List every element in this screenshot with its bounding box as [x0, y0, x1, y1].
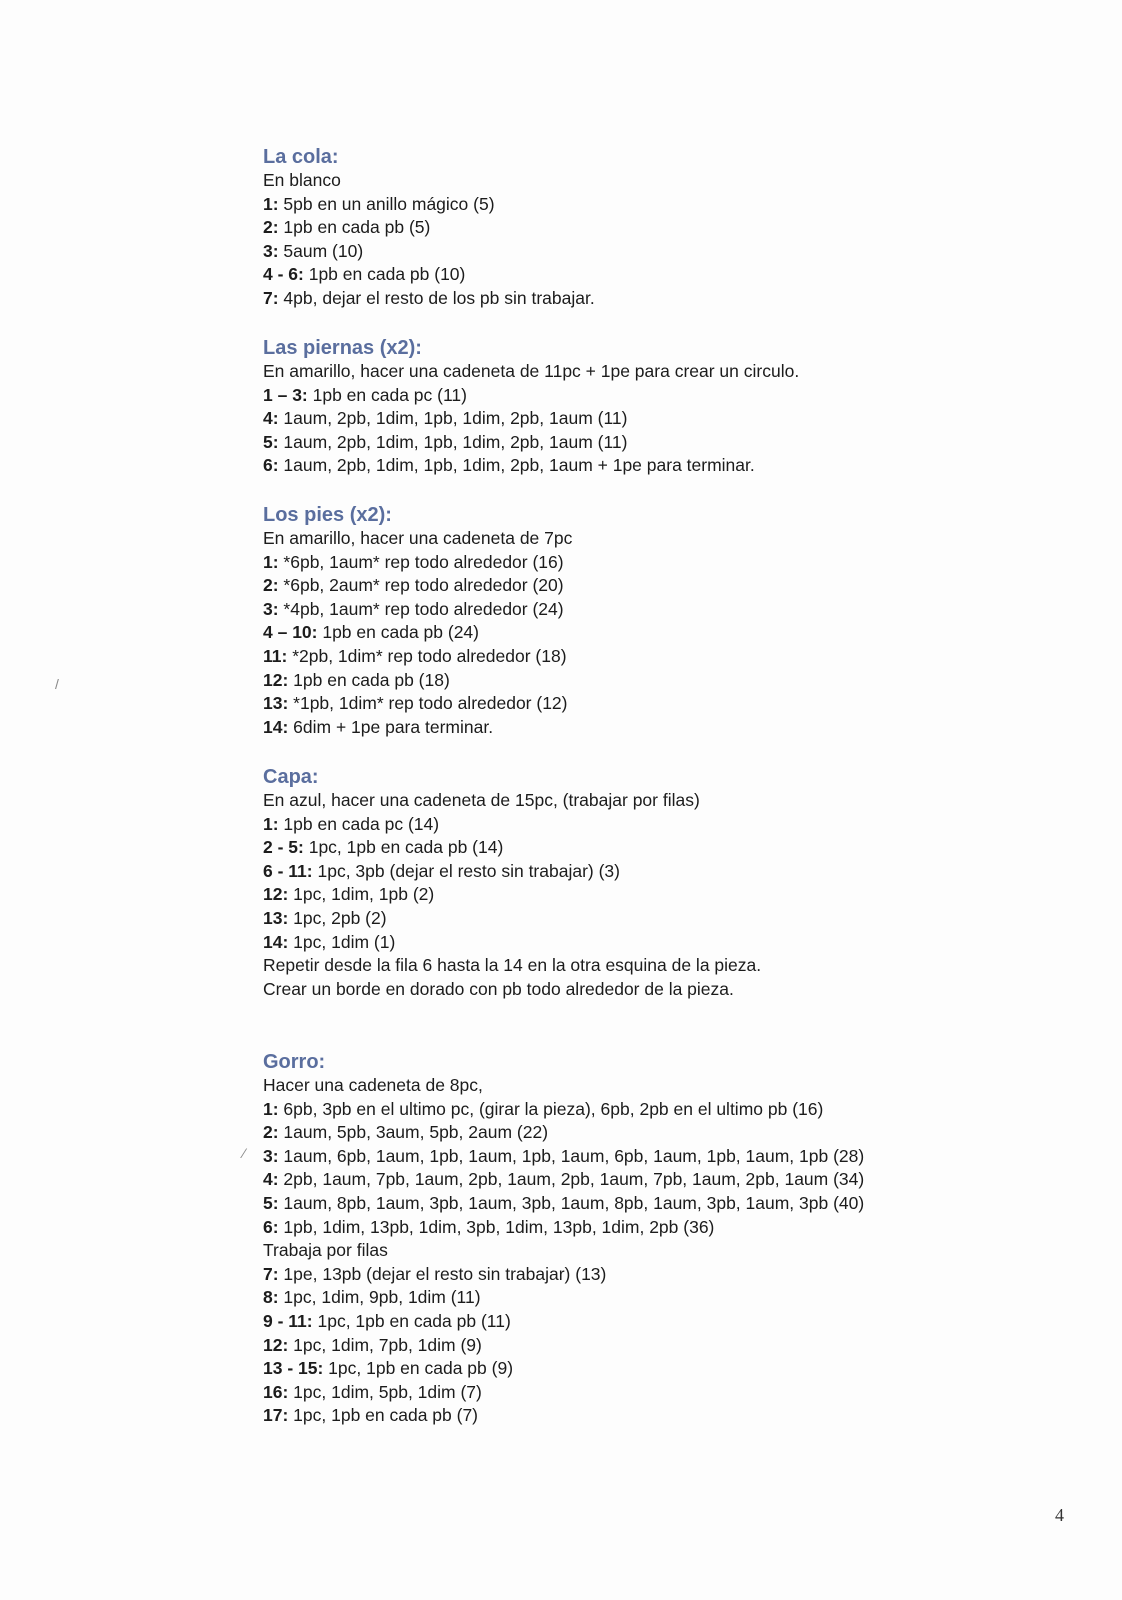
instruction-text: Trabaja por filas: [263, 1240, 388, 1261]
instruction-text: 4pb, dejar el resto de los pb sin trabajar.: [278, 287, 595, 308]
round-number: 7:: [263, 1263, 279, 1284]
instruction-text: 1pe, 13pb (dejar el resto sin trabajar) (13): [278, 1263, 607, 1284]
instruction-line: [263, 1216, 1043, 1240]
instruction-line: [263, 360, 1043, 384]
instruction-line: [263, 407, 1043, 431]
instruction-line: [263, 454, 1043, 478]
instruction-text: 1aum, 8pb, 1aum, 3pb, 1aum, 3pb, 1aum, 8pb, 1aum, 3pb, 1aum, 3pb (40): [278, 1192, 865, 1213]
pen-mark: ⁄: [243, 1145, 246, 1161]
instruction-text: 1pc, 1dim, 9pb, 1dim (11): [278, 1287, 481, 1308]
instruction-line: [263, 692, 1043, 716]
round-number: 12:: [263, 1334, 289, 1355]
page-number: 4: [1055, 1505, 1064, 1525]
instruction-line: [263, 1357, 1043, 1381]
instruction-text: 1pc, 1dim, 5pb, 1dim (7): [288, 1381, 482, 1402]
instruction-text: 2pb, 1aum, 7pb, 1aum, 2pb, 1aum, 2pb, 1aum, 7pb, 1aum, 2pb, 1aum (34): [278, 1169, 865, 1190]
round-number: 4:: [263, 408, 279, 429]
instruction-line: [263, 813, 1043, 837]
instruction-line: [263, 1310, 1043, 1334]
instruction-text: 1pc, 3pb (dejar el resto sin trabajar) (3): [312, 860, 620, 881]
instruction-text: En amarillo, hacer una cadeneta de 11pc + 1pe para crear un circulo.: [263, 361, 800, 381]
instruction-text: Hacer una cadeneta de 8pc,: [263, 1075, 483, 1095]
section-las-piernas: [263, 336, 1043, 478]
round-number: 8:: [263, 1287, 279, 1308]
instruction-line: [263, 169, 1043, 193]
instruction-text: En blanco: [263, 170, 341, 190]
round-number: 14:: [263, 716, 289, 737]
round-number: 1:: [263, 193, 279, 214]
instruction-line: [263, 1404, 1043, 1428]
instruction-text: En amarillo, hacer una cadeneta de 7pc: [263, 528, 573, 548]
instruction-text: 6pb, 3pb en el ultimo pc, (girar la pieza), 6pb, 2pb en el ultimo pb (16): [278, 1098, 824, 1119]
instruction-line: [263, 954, 1043, 978]
instruction-text: 1pb en cada pb (18): [288, 669, 450, 690]
instruction-line: [263, 1263, 1043, 1287]
instruction-text: 1pb en cada pb (24): [317, 622, 479, 643]
round-number: 1:: [263, 813, 279, 834]
instruction-text: 1pc, 1pb en cada pb (7): [288, 1405, 479, 1426]
round-number: 13 - 15:: [263, 1358, 324, 1379]
round-number: 3:: [263, 240, 279, 261]
instruction-line: [263, 263, 1043, 287]
instruction-line: [263, 907, 1043, 931]
instruction-text: *2pb, 1dim* rep todo alrededor (18): [287, 645, 567, 666]
instruction-line: [263, 789, 1043, 813]
section-gorro: [263, 1050, 1043, 1428]
round-number: 16:: [263, 1381, 289, 1402]
instruction-line: [263, 1286, 1043, 1310]
section-heading: Gorro:: [263, 1051, 326, 1073]
section-capa: [263, 765, 1043, 1001]
round-number: 2:: [263, 575, 279, 596]
instruction-text: 1pc, 1pb en cada pb (9): [323, 1358, 514, 1379]
instruction-text: 1pc, 1dim, 1pb (2): [288, 884, 435, 905]
instruction-text: 1aum, 5pb, 3aum, 5pb, 2aum (22): [278, 1122, 549, 1143]
instruction-line: [263, 527, 1043, 551]
round-number: 4 – 10:: [263, 622, 318, 643]
instruction-line: [263, 431, 1043, 455]
round-number: 5:: [263, 1192, 279, 1213]
instruction-line: [263, 287, 1043, 311]
instruction-text: 1pb en cada pc (14): [278, 813, 440, 834]
instruction-text: 1aum, 2pb, 1dim, 1pb, 1dim, 2pb, 1aum (11): [278, 431, 628, 452]
round-number: 12:: [263, 884, 289, 905]
instruction-text: 1pc, 1dim (1): [288, 931, 396, 952]
instruction-text: 6dim + 1pe para terminar.: [288, 716, 494, 737]
instruction-line: [263, 931, 1043, 955]
round-number: 6 - 11:: [263, 860, 313, 881]
round-number: 2 - 5:: [263, 837, 304, 858]
instruction-line: [263, 621, 1043, 645]
instruction-line: [263, 1121, 1043, 1145]
round-number: 13:: [263, 693, 289, 714]
instruction-line: [263, 1145, 1043, 1169]
instruction-text: En azul, hacer una cadeneta de 15pc, (trabajar por filas): [263, 790, 700, 810]
instruction-text: 1pc, 1pb en cada pb (11): [312, 1310, 511, 1331]
round-number: 1:: [263, 551, 279, 572]
instruction-text: 5pb en un anillo mágico (5): [278, 193, 495, 214]
instruction-line: [263, 836, 1043, 860]
round-number: 7:: [263, 287, 279, 308]
section-heading: Capa:: [263, 766, 319, 788]
instruction-line: [263, 978, 1043, 1002]
round-number: 4:: [263, 1169, 279, 1190]
round-number: 6:: [263, 1216, 279, 1237]
section-los-pies: [263, 503, 1043, 739]
instruction-text: Crear un borde en dorado con pb todo alrededor de la pieza.: [263, 978, 734, 999]
round-number: 4 - 6:: [263, 264, 304, 285]
round-number: 1 – 3:: [263, 384, 308, 405]
instruction-text: 1aum, 2pb, 1dim, 1pb, 1dim, 2pb, 1aum (11): [278, 408, 628, 429]
instruction-text: Repetir desde la fila 6 hasta la 14 en la otra esquina de la pieza.: [263, 955, 762, 976]
instruction-text: *6pb, 1aum* rep todo alrededor (16): [278, 551, 564, 572]
instruction-line: [263, 716, 1043, 740]
instruction-line: [263, 883, 1043, 907]
round-number: 13:: [263, 907, 289, 928]
instruction-line: [263, 1334, 1043, 1358]
instruction-text: 1pb, 1dim, 13pb, 1dim, 3pb, 1dim, 13pb, 1dim, 2pb (36): [278, 1216, 715, 1237]
instruction-line: [263, 216, 1043, 240]
instruction-line: [263, 551, 1043, 575]
instruction-text: 1pb en cada pb (5): [278, 217, 431, 238]
round-number: 9 - 11:: [263, 1310, 313, 1331]
round-number: 5:: [263, 431, 279, 452]
round-number: 14:: [263, 931, 289, 952]
section-heading: La cola:: [263, 146, 339, 168]
round-number: 6:: [263, 455, 279, 476]
instruction-line: [263, 669, 1043, 693]
instruction-line: [263, 1168, 1043, 1192]
instruction-line: [263, 1192, 1043, 1216]
instruction-line: [263, 193, 1043, 217]
instruction-text: 1aum, 2pb, 1dim, 1pb, 1dim, 2pb, 1aum + 1pe para terminar.: [278, 455, 755, 476]
round-number: 17:: [263, 1405, 289, 1426]
instruction-line: [263, 645, 1043, 669]
instruction-text: *1pb, 1dim* rep todo alrededor (12): [288, 693, 568, 714]
instruction-line: [263, 240, 1043, 264]
instruction-text: *6pb, 2aum* rep todo alrededor (20): [278, 575, 564, 596]
section-la-cola: [263, 145, 1043, 311]
round-number: 2:: [263, 217, 279, 238]
instruction-line: [263, 598, 1043, 622]
round-number: 3:: [263, 598, 279, 619]
instruction-line: [263, 574, 1043, 598]
instruction-line: [263, 860, 1043, 884]
instruction-text: 1pb en cada pb (10): [303, 264, 466, 285]
instruction-line: [263, 1239, 1043, 1263]
instruction-line: [263, 1074, 1043, 1098]
pen-mark: /: [55, 676, 59, 692]
instruction-text: 1pc, 1dim, 7pb, 1dim (9): [288, 1334, 482, 1355]
round-number: 3:: [263, 1145, 279, 1166]
round-number: 11:: [263, 645, 288, 666]
instruction-text: 1aum, 6pb, 1aum, 1pb, 1aum, 1pb, 1aum, 6pb, 1aum, 1pb, 1aum, 1pb (28): [278, 1145, 865, 1166]
round-number: 1:: [263, 1098, 279, 1119]
instruction-line: [263, 1381, 1043, 1405]
instruction-text: 5aum (10): [278, 240, 364, 261]
instruction-line: [263, 1098, 1043, 1122]
round-number: 12:: [263, 669, 289, 690]
round-number: 2:: [263, 1122, 279, 1143]
section-heading: Las piernas (x2):: [263, 337, 422, 359]
instruction-text: *4pb, 1aum* rep todo alrededor (24): [278, 598, 564, 619]
instruction-text: 1pb en cada pc (11): [307, 384, 467, 405]
instruction-text: 1pc, 2pb (2): [288, 907, 387, 928]
instruction-text: 1pc, 1pb en cada pb (14): [303, 837, 504, 858]
instruction-line: [263, 384, 1043, 408]
section-heading: Los pies (x2):: [263, 504, 392, 526]
